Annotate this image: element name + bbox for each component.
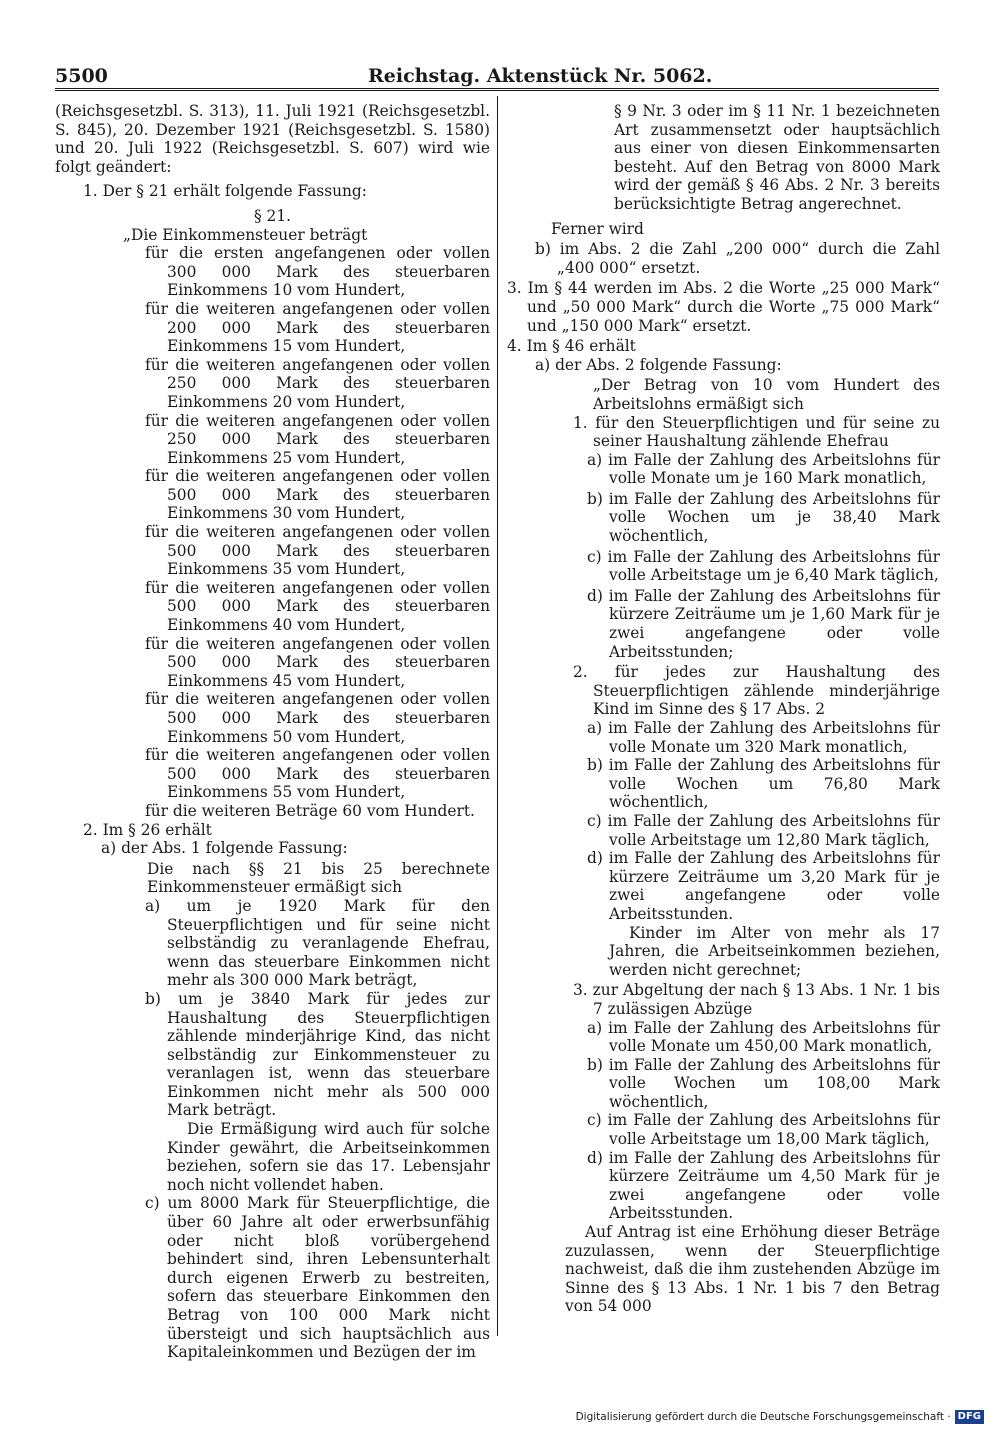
paragraph: für die weiteren angefangenen oder vollen 200 000 Mark des steuerbaren Einkommens 15 vom Hundert, xyxy=(145,299,490,356)
paragraph: b) im Falle der Zahlung des Arbeitslohns für volle Wochen um 76,80 Mark wöchentlich, xyxy=(587,756,940,812)
paragraph: für die weiteren angefangenen oder vollen 500 000 Mark des steuerbaren Einkommens 40 vom Hundert, xyxy=(145,578,490,635)
paragraph: für die ersten angefangenen oder vollen 300 000 Mark des steuerbaren Einkommens 10 vom Hundert, xyxy=(145,244,490,300)
paragraph: für die weiteren angefangenen oder vollen 500 000 Mark des steuerbaren Einkommens 55 vom Hundert, xyxy=(145,746,490,802)
paragraph: b) um je 3840 Mark für jedes zur Haushaltung des Steuerpflichtigen zählende minderjährige Kind, das nicht selbständig zur Einkommensteuer zu veranlagen ist, wenn das steuerbare Einkommen nicht mehr als 500 000 Mark beträgt. xyxy=(145,989,490,1120)
page-title: Reichstag. Aktenstück Nr. 5062. xyxy=(368,65,713,87)
paragraph: d) im Falle der Zahlung des Arbeitslohns für kürzere Zeiträume um je 1,60 Mark für je zwei angefangene oder volle Arbeitsstunden; xyxy=(587,586,940,661)
paragraph: b) im Abs. 2 die Zahl „200 000“ durch die Zahl „400 000“ ersetzt. xyxy=(535,240,940,277)
header-rule xyxy=(55,88,939,93)
paragraph: d) im Falle der Zahlung des Arbeitslohns für kürzere Zeiträume um 4,50 Mark für je zwei angefangene oder volle Arbeitsstunden. xyxy=(587,1148,940,1223)
paragraph: für die weiteren angefangenen oder vollen 500 000 Mark des steuerbaren Einkommens 50 vom Hundert, xyxy=(145,690,490,746)
paragraph: 1. Der § 21 erhält folgende Fassung: xyxy=(83,182,367,201)
paragraph: Auf Antrag ist eine Erhöhung dieser Beträge zuzulassen, wenn der Steuerpflichtige nachweist, daß die ihm zustehenden Abzüge im Sinne des § 13 Abs. 1 Nr. 1 bis 7 den Betrag von 54 000 xyxy=(565,1223,940,1316)
paragraph: 2. Im § 26 erhält xyxy=(83,820,212,839)
paragraph: Ferner wird xyxy=(551,219,644,238)
paragraph: „Der Betrag von 10 vom Hundert des Arbeitslohns ermäßigt sich xyxy=(593,376,940,413)
right-column xyxy=(507,102,940,1316)
paragraph: a) im Falle der Zahlung des Arbeitslohns für volle Monate um 450,00 Mark monatlich, xyxy=(587,1018,940,1056)
paragraph: 3. Im § 44 werden im Abs. 2 die Worte „25 000 Mark“ und „50 000 Mark“ durch die Worte „75 000 Mark“ und „150 000 Mark“ ersetzt. xyxy=(507,279,940,335)
footer-credit: Digitalisierung gefördert durch die Deutsche Forschungsgemeinschaft · xyxy=(575,1411,951,1423)
paragraph: c) im Falle der Zahlung des Arbeitslohns für volle Arbeitstage um 18,00 Mark täglich, xyxy=(587,1111,940,1149)
paragraph: § 21. xyxy=(253,206,292,225)
paragraph: Die nach §§ 21 bis 25 berechnete Einkommensteuer ermäßigt sich xyxy=(147,859,490,897)
paragraph: c) um 8000 Mark für Steuerpflichtige, die über 60 Jahre alt oder erwerbsunfähig oder nicht bloß vorübergehend behindert sind, ihren Lebensunterhalt durch eigenen Erwerb zu bestreiten, sofern das steuerbare Einkommen den Betrag von 100 000 Mark nicht übersteigt und sich hauptsächlich aus Kapitaleinkommen und Bezügen der im xyxy=(145,1194,490,1362)
paragraph: c) im Falle der Zahlung des Arbeitslohns für volle Arbeitstage um je 6,40 Mark täglich, xyxy=(587,547,940,585)
footer xyxy=(576,1410,984,1424)
paragraph: b) im Falle der Zahlung des Arbeitslohns für volle Wochen um je 38,40 Mark wöchentlich, xyxy=(587,489,940,546)
paragraph: a) um je 1920 Mark für den Steuerpflichtigen und für seine nicht selbständig zu veranlagende Ehefrau, wenn das steuerbare Einkommen nicht mehr als 300 000 Mark beträgt, xyxy=(145,896,490,990)
paragraph: a) im Falle der Zahlung des Arbeitslohns für volle Monate um 320 Mark monatlich, xyxy=(587,719,940,756)
paragraph: für die weiteren angefangenen oder vollen 500 000 Mark des steuerbaren Einkommens 35 vom Hundert, xyxy=(145,523,490,579)
paragraph: (Reichsgesetzbl. S. 313), 11. Juli 1921 (Reichsgesetzbl. S. 845), 20. Dezember 1921 (Reichsgesetzbl. S. 1580) und 20. Juli 1922 (Reichsgesetzbl. S. 607) wird wie folgt geändert: xyxy=(55,102,490,176)
paragraph: d) im Falle der Zahlung des Arbeitslohns für kürzere Zeiträume um 3,20 Mark für je zwei angefangene oder volle Arbeitsstunden. xyxy=(587,849,940,923)
paragraph: „Die Einkommensteuer beträgt xyxy=(123,225,368,244)
paragraph: für die weiteren angefangenen oder vollen 500 000 Mark des steuerbaren Einkommens 45 vom Hundert, xyxy=(145,634,490,690)
paragraph: für die weiteren angefangenen oder vollen 250 000 Mark des steuerbaren Einkommens 25 vom Hundert, xyxy=(145,411,490,467)
paragraph: a) der Abs. 2 folgende Fassung: xyxy=(535,355,782,374)
paragraph: 1. für den Steuerpflichtigen und für seine zu seiner Haushaltung zählende Ehefrau xyxy=(573,413,940,451)
paragraph: § 9 Nr. 3 oder im § 11 Nr. 1 bezeichneten Art zusammensetzt oder hauptsächlich aus einer von diesen Einkommensarten besteht. Auf den Betrag von 8000 Mark wird der gemäß § 46 Abs. 2 Nr. 3 bereits berücksichtigte Betrag angerechnet. xyxy=(614,102,940,213)
paragraph: 4. Im § 46 erhält xyxy=(507,337,636,356)
paragraph: für die weiteren angefangenen oder vollen 500 000 Mark des steuerbaren Einkommens 30 vom Hundert, xyxy=(145,467,490,523)
paragraph: a) der Abs. 1 folgende Fassung: xyxy=(101,839,348,858)
paragraph: Die Ermäßigung wird auch für solche Kinder gewährt, die Arbeitseinkommen beziehen, sofern sie das 17. Lebensjahr noch nicht vollendet haben. xyxy=(167,1120,490,1194)
left-column xyxy=(55,102,490,1362)
paragraph: b) im Falle der Zahlung des Arbeitslohns für volle Wochen um 108,00 Mark wöchentlich, xyxy=(587,1055,940,1111)
dfg-logo: DFG xyxy=(955,1410,984,1424)
paragraph: c) im Falle der Zahlung des Arbeitslohns für volle Arbeitstage um 12,80 Mark täglich, xyxy=(587,811,940,849)
column-divider xyxy=(497,96,498,1336)
paragraph: 3. zur Abgeltung der nach § 13 Abs. 1 Nr. 1 bis 7 zulässigen Abzüge xyxy=(573,981,940,1018)
paragraph: Kinder im Alter von mehr als 17 Jahren, die Arbeitseinkommen beziehen, werden nicht gerechnet; xyxy=(609,923,940,979)
paragraph: für die weiteren Beträge 60 vom Hundert. xyxy=(145,801,475,820)
page-number: 5500 xyxy=(55,65,108,87)
paragraph: 2. für jedes zur Haushaltung des Steuerpflichtigen zählende minderjährige Kind im Sinne des § 17 Abs. 2 xyxy=(573,663,940,719)
paragraph: für die weiteren angefangenen oder vollen 250 000 Mark des steuerbaren Einkommens 20 vom Hundert, xyxy=(145,355,490,411)
paragraph: a) im Falle der Zahlung des Arbeitslohns für volle Monate um je 160 Mark monatlich, xyxy=(587,450,940,488)
